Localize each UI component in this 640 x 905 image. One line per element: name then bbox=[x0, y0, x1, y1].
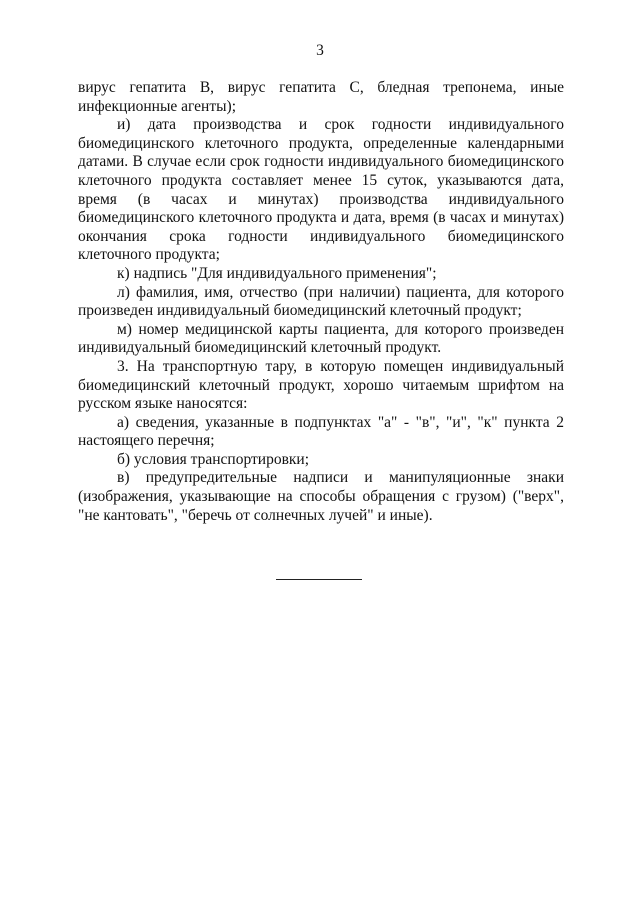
paragraph-item-a: а) сведения, указанные в подпунктах "а" - "в", "и", "к" пункта 2 настоящего перечня; bbox=[78, 413, 564, 450]
paragraph-item-v: в) предупредительные надписи и манипуляционные знаки (изображения, указывающие на способы обращения с грузом) ("верх", "не кантовать", "беречь от солнечных лучей" и иные). bbox=[78, 469, 564, 524]
paragraph-item-l: л) фамилия, имя, отчество (при наличии) пациента, для которого произведен индивидуальный биомедицинский клеточный продукт; bbox=[78, 283, 564, 320]
document-body bbox=[78, 79, 564, 525]
paragraph-item-i: и) дата производства и срок годности индивидуального биомедицинского клеточного продукта, определенные календарными датами. В случае если срок годности индивидуального биомедицинского клеточного продукта составляет менее 15 суток, указываются дата, время (в часах и минутах) производства индивидуального биомедицинского клеточного продукта и дата, время (в часах и минутах) окончания срока годности индивидуального биомедицинского клеточного продукта; bbox=[78, 116, 564, 264]
end-of-document-rule bbox=[276, 579, 362, 580]
paragraph-continuation: вирус гепатита В, вирус гепатита С, бледная трепонема, иные инфекционные агенты); bbox=[78, 79, 564, 115]
page-number: 3 bbox=[316, 42, 324, 59]
paragraph-item-k: к) надпись "Для индивидуального применения"; bbox=[117, 264, 437, 282]
paragraph-point-3: 3. На транспортную тару, в которую помещен индивидуальный биомедицинский клеточный продукт, хорошо читаемым шрифтом на русском языке наносятся: bbox=[78, 357, 564, 413]
paragraph-item-b: б) условия транспортировки; bbox=[117, 450, 310, 468]
paragraph-item-m: м) номер медицинской карты пациента, для которого произведен индивидуальный биомедицинский клеточный продукт. bbox=[78, 320, 564, 357]
